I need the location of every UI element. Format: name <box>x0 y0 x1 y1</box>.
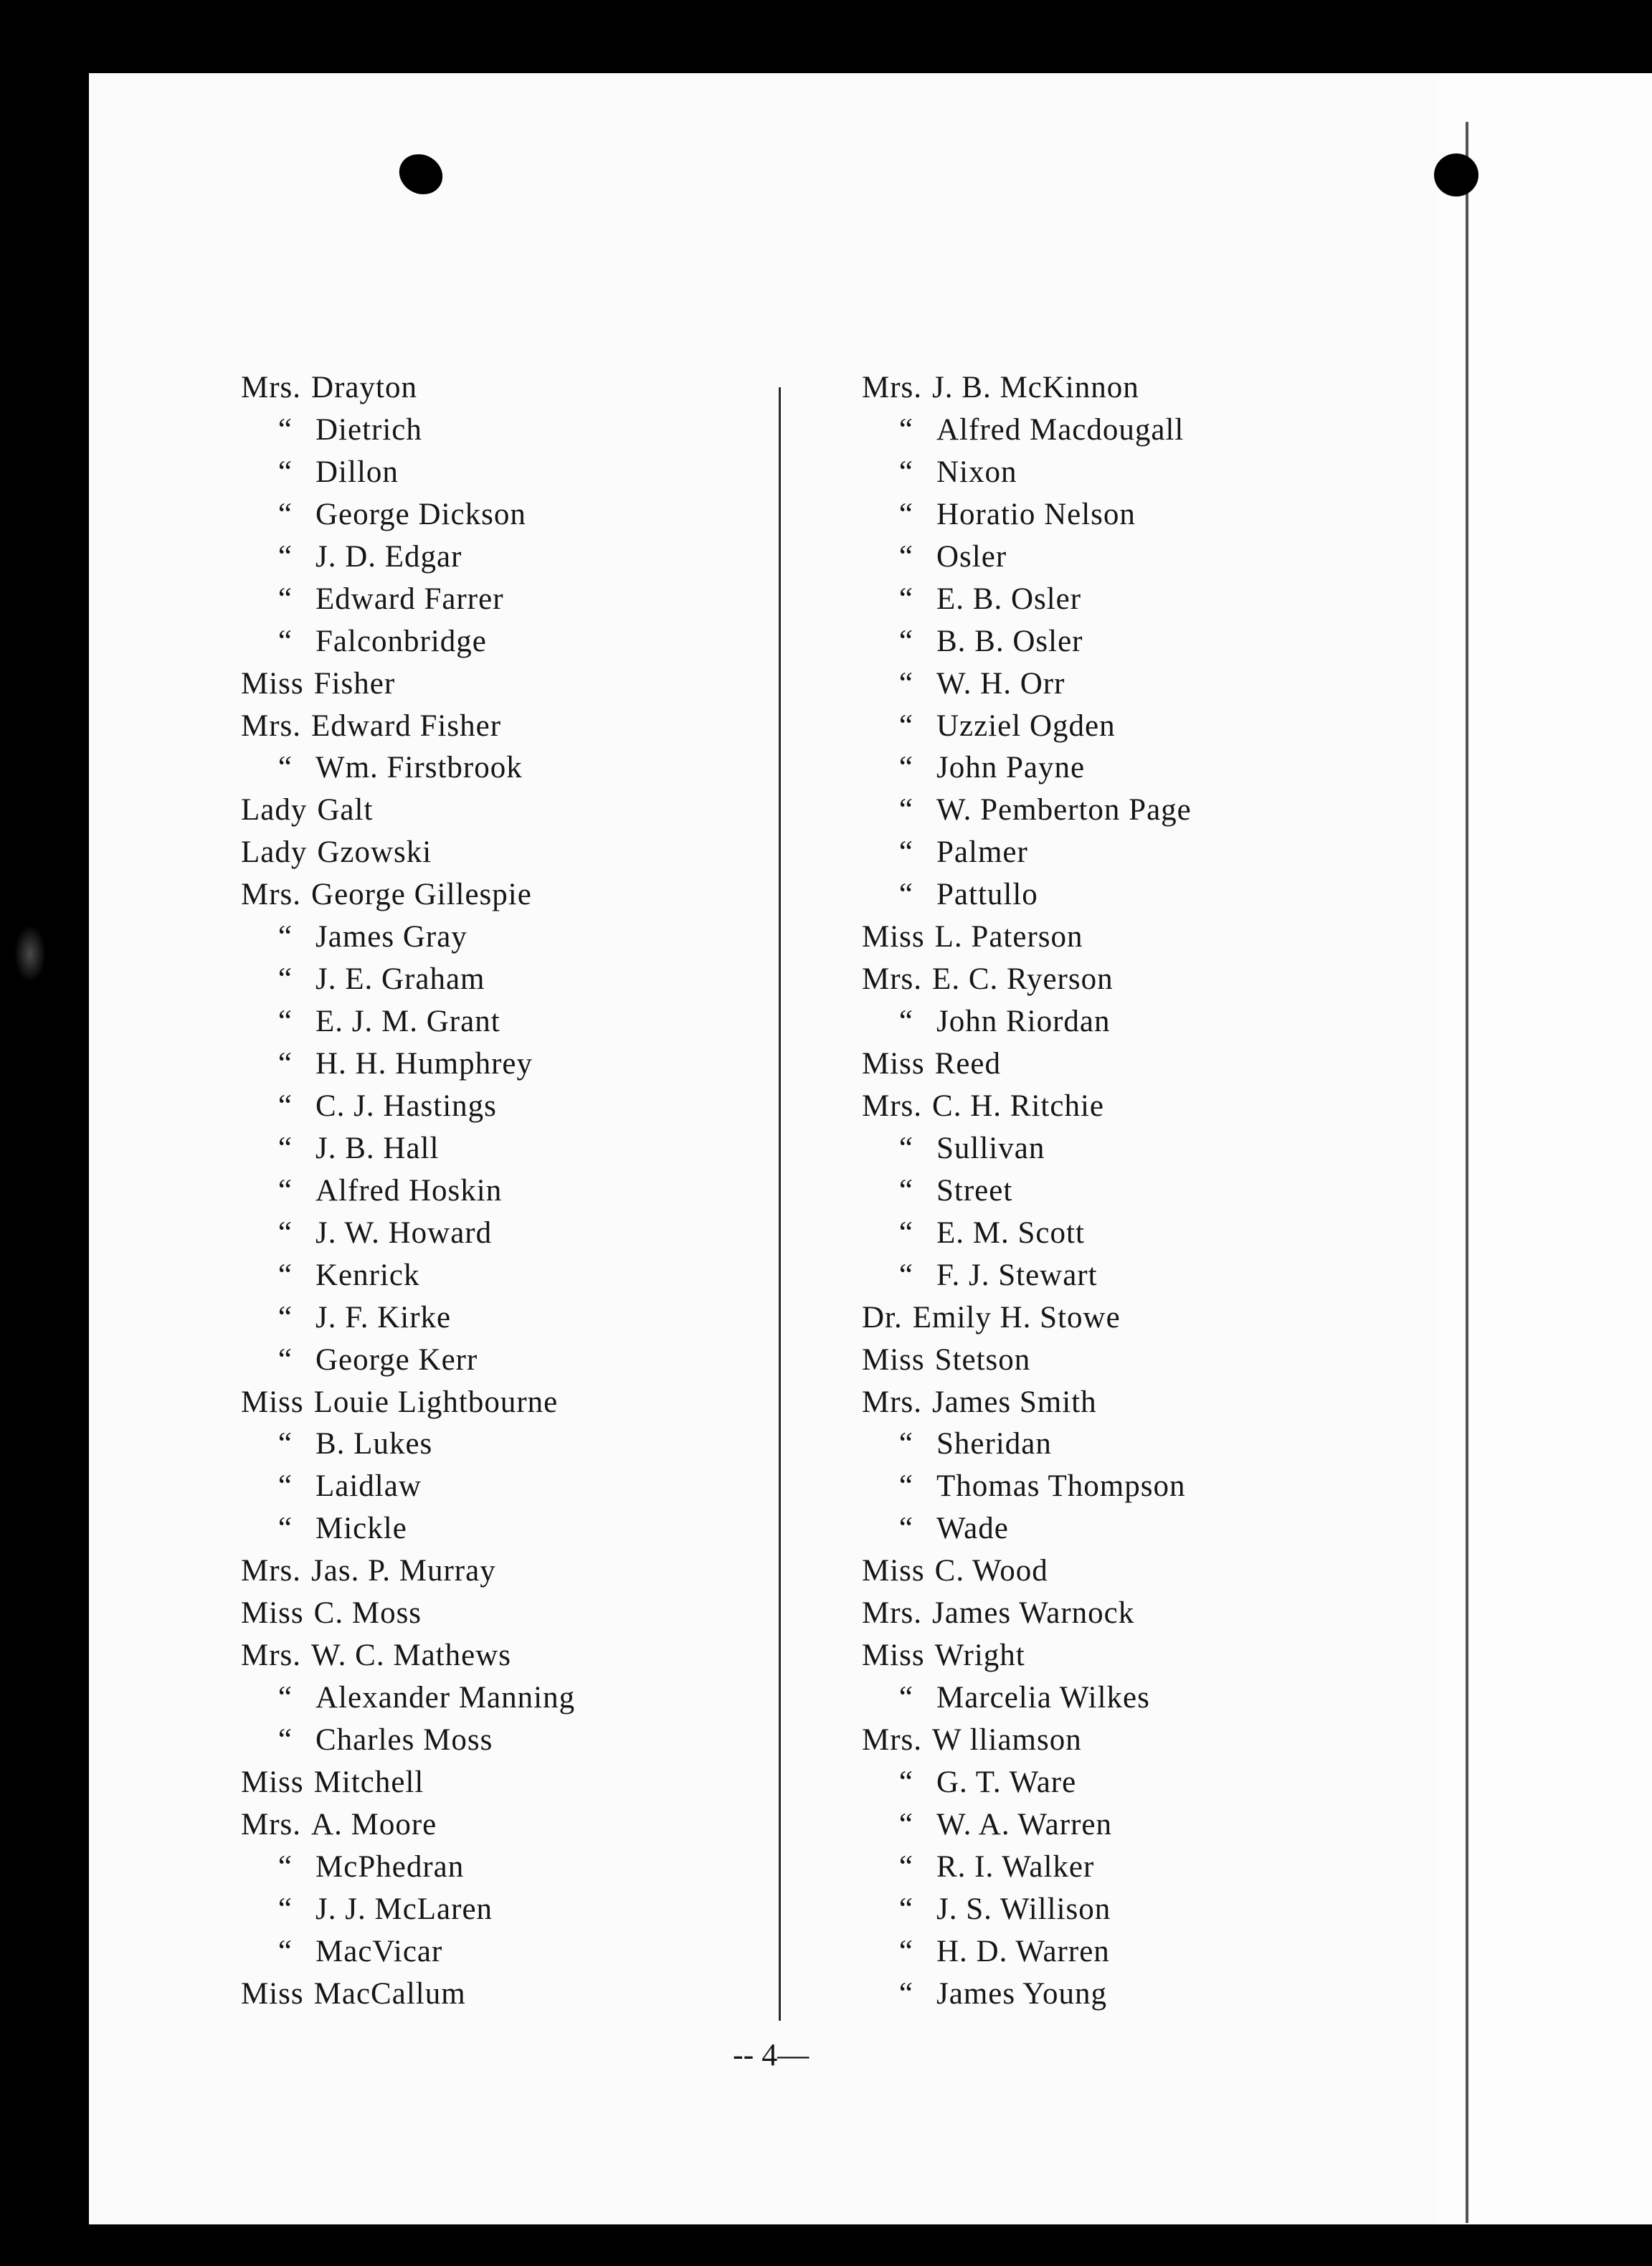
title-prefix: Miss <box>862 1554 925 1588</box>
list-item <box>241 1128 575 1170</box>
list-item <box>862 1847 1192 1889</box>
title-prefix: “ <box>898 708 913 743</box>
person-name: Dillon <box>315 455 399 489</box>
list-item <box>862 1804 1192 1847</box>
title-prefix: Mrs. <box>862 1723 923 1757</box>
list-item <box>862 832 1192 874</box>
title-prefix: Lady <box>241 835 308 870</box>
title-prefix: Mrs. <box>241 371 302 404</box>
list-item <box>241 1804 575 1847</box>
title-prefix: Mrs. <box>241 1639 302 1673</box>
person-name: Edward Fisher <box>311 708 502 743</box>
list-item <box>241 959 575 1001</box>
person-name: Galt <box>317 793 374 828</box>
list-item <box>241 663 575 706</box>
person-name: Mitchell <box>313 1765 424 1799</box>
list-item <box>862 706 1192 748</box>
list-item <box>862 1466 1192 1508</box>
list-item <box>862 452 1192 494</box>
list-item <box>241 1847 575 1889</box>
person-name: Alfred Hoskin <box>315 1173 503 1208</box>
title-prefix: “ <box>277 1131 293 1165</box>
person-name: W. C. Mathews <box>311 1639 512 1673</box>
adjacent-page-edge <box>1438 73 1652 2224</box>
person-name: H. H. Humphrey <box>315 1047 533 1081</box>
title-prefix: “ <box>277 412 293 447</box>
person-name: J. B. Hall <box>315 1131 440 1165</box>
person-name: F. J. Stewart <box>936 1258 1098 1292</box>
person-name: G. T. Ware <box>936 1765 1077 1799</box>
person-name: Wright <box>934 1639 1025 1673</box>
list-item <box>241 1635 575 1677</box>
list-item <box>862 1213 1192 1255</box>
title-prefix: “ <box>277 539 293 574</box>
title-prefix: “ <box>898 666 913 701</box>
title-prefix: “ <box>277 1934 293 1968</box>
list-item <box>241 1973 575 2016</box>
list-item <box>241 1931 575 1973</box>
title-prefix: Mrs. <box>241 1807 302 1841</box>
title-prefix: Miss <box>241 1976 304 2011</box>
title-prefix: “ <box>277 1892 293 1926</box>
title-prefix: Mrs. <box>862 1385 923 1419</box>
person-name: Alfred Macdougall <box>936 412 1185 447</box>
title-prefix: Mrs. <box>241 878 302 912</box>
person-name: Horatio Nelson <box>936 497 1136 531</box>
person-name: C. Moss <box>313 1596 422 1631</box>
list-item <box>241 1677 575 1720</box>
title-prefix: “ <box>898 1215 913 1250</box>
list-item <box>241 1382 575 1424</box>
person-name: C. Wood <box>934 1554 1048 1588</box>
list-item <box>862 1931 1192 1973</box>
title-prefix: “ <box>898 1807 913 1841</box>
list-item <box>862 747 1192 790</box>
list-item <box>241 790 575 832</box>
person-name: Sullivan <box>936 1131 1045 1165</box>
title-prefix: “ <box>898 582 913 616</box>
title-prefix: Miss <box>241 1385 304 1419</box>
person-name: Sheridan <box>936 1427 1052 1461</box>
list-item <box>862 621 1192 663</box>
title-prefix: “ <box>277 1300 293 1335</box>
title-prefix: “ <box>898 1934 913 1968</box>
title-prefix: Mrs. <box>862 962 923 997</box>
list-item <box>862 1762 1192 1804</box>
list-item <box>241 1720 575 1762</box>
list-item <box>241 1086 575 1128</box>
list-item <box>862 1423 1192 1466</box>
title-prefix: “ <box>277 1089 293 1123</box>
name-list-left-column <box>241 367 575 2016</box>
list-item <box>862 367 1192 409</box>
title-prefix: “ <box>898 1131 913 1165</box>
list-item <box>241 1466 575 1508</box>
person-name: Dietrich <box>315 412 422 447</box>
title-prefix: “ <box>898 455 913 489</box>
person-name: Jas. P. Murray <box>311 1554 496 1588</box>
title-prefix: “ <box>277 1173 293 1208</box>
title-prefix: “ <box>898 1765 913 1799</box>
list-item <box>862 1973 1192 2016</box>
list-item <box>241 916 575 959</box>
person-name: C. J. Hastings <box>315 1089 497 1123</box>
person-name: Gzowski <box>317 835 432 870</box>
person-name: E. J. M. Grant <box>315 1005 500 1039</box>
list-item <box>241 1762 575 1804</box>
list-item <box>862 1170 1192 1213</box>
person-name: W. A. Warren <box>936 1807 1112 1841</box>
title-prefix: “ <box>277 497 293 531</box>
title-prefix: “ <box>898 1469 913 1504</box>
list-item <box>241 1170 575 1213</box>
name-list-right-column <box>862 367 1192 2016</box>
person-name: C. H. Ritchie <box>932 1089 1104 1123</box>
title-prefix: “ <box>277 1005 293 1039</box>
list-item <box>862 1635 1192 1677</box>
list-item <box>862 536 1192 579</box>
person-name: Thomas Thompson <box>936 1469 1186 1504</box>
list-item <box>241 367 575 409</box>
list-item <box>862 1677 1192 1720</box>
person-name: E. M. Scott <box>936 1215 1085 1250</box>
list-item <box>241 747 575 790</box>
list-item <box>241 621 575 663</box>
title-prefix: “ <box>277 1258 293 1292</box>
person-name: John Riordan <box>936 1005 1111 1039</box>
person-name: J. D. Edgar <box>315 539 462 574</box>
person-name: MacVicar <box>315 1934 443 1968</box>
list-item <box>862 1128 1192 1170</box>
list-item <box>241 579 575 621</box>
list-item <box>862 1593 1192 1635</box>
list-item <box>241 494 575 536</box>
list-item <box>241 452 575 494</box>
list-item <box>862 874 1192 916</box>
person-name: Wade <box>936 1512 1009 1546</box>
title-prefix: Miss <box>241 666 304 701</box>
person-name: Louie Lightbourne <box>313 1385 559 1419</box>
person-name: J. B. McKinnon <box>932 371 1139 404</box>
list-item <box>862 1550 1192 1593</box>
title-prefix: “ <box>277 624 293 658</box>
title-prefix: “ <box>898 878 913 912</box>
person-name: B. B. Osler <box>936 624 1083 658</box>
person-name: Wm. Firstbrook <box>315 751 523 785</box>
person-name: J. J. McLaren <box>315 1892 493 1926</box>
person-name: James Warnock <box>932 1596 1135 1631</box>
title-prefix: “ <box>898 1512 913 1546</box>
list-item <box>241 409 575 452</box>
list-item <box>862 1043 1192 1086</box>
title-prefix: Miss <box>862 920 925 954</box>
list-item <box>241 536 575 579</box>
title-prefix: “ <box>898 1681 913 1715</box>
person-name: James Young <box>936 1976 1107 2011</box>
person-name: Mickle <box>315 1512 407 1546</box>
person-name: George Dickson <box>315 497 526 531</box>
person-name: Falconbridge <box>315 624 487 658</box>
list-item <box>862 663 1192 706</box>
scan-smudge <box>14 925 46 982</box>
title-prefix: Mrs. <box>862 371 923 404</box>
title-prefix: Mrs. <box>241 708 302 743</box>
list-item <box>241 832 575 874</box>
title-prefix: Miss <box>862 1639 925 1673</box>
person-name: Marcelia Wilkes <box>936 1681 1150 1715</box>
title-prefix: “ <box>898 1173 913 1208</box>
title-prefix: Lady <box>241 793 308 828</box>
list-item <box>862 1720 1192 1762</box>
list-item <box>862 1255 1192 1297</box>
person-name: W. Pemberton Page <box>936 793 1192 828</box>
title-prefix: “ <box>898 1427 913 1461</box>
list-item <box>241 1340 575 1382</box>
person-name: Street <box>936 1173 1013 1208</box>
person-name: Emily H. Stowe <box>912 1300 1121 1335</box>
person-name: Reed <box>934 1047 1002 1081</box>
person-name: Uzziel Ogden <box>936 708 1116 743</box>
title-prefix: “ <box>277 1469 293 1504</box>
person-name: MacCallum <box>313 1976 466 2011</box>
person-name: W. H. Orr <box>936 666 1065 701</box>
title-prefix: “ <box>898 1258 913 1292</box>
person-name: James Smith <box>932 1385 1097 1419</box>
title-prefix: “ <box>898 1892 913 1926</box>
list-item <box>241 1255 575 1297</box>
person-name: W lliamson <box>932 1723 1082 1757</box>
title-prefix: “ <box>277 751 293 785</box>
person-name: J. S. Willison <box>936 1892 1111 1926</box>
page-edge-shadow <box>1466 122 1468 2223</box>
title-prefix: Miss <box>862 1047 925 1081</box>
person-name: James Gray <box>315 920 467 954</box>
person-name: George Kerr <box>315 1342 478 1377</box>
person-name: J. E. Graham <box>315 962 485 997</box>
person-name: J. W. Howard <box>315 1215 493 1250</box>
person-name: Palmer <box>936 835 1028 870</box>
person-name: Edward Farrer <box>315 582 504 616</box>
title-prefix: “ <box>277 920 293 954</box>
person-name: McPhedran <box>315 1849 465 1884</box>
title-prefix: Miss <box>862 1342 925 1377</box>
title-prefix: “ <box>277 1723 293 1757</box>
punch-hole-right <box>1434 153 1478 196</box>
title-prefix: “ <box>898 497 913 531</box>
title-prefix: “ <box>898 1005 913 1039</box>
list-item <box>862 579 1192 621</box>
person-name: George Gillespie <box>311 878 532 912</box>
title-prefix: “ <box>898 1849 913 1884</box>
person-name: Drayton <box>311 371 417 404</box>
person-name: Stetson <box>934 1342 1031 1377</box>
person-name: B. Lukes <box>315 1427 433 1461</box>
person-name: J. F. Kirke <box>315 1300 452 1335</box>
title-prefix: “ <box>277 1047 293 1081</box>
person-name: Nixon <box>936 455 1017 489</box>
person-name: L. Paterson <box>934 920 1083 954</box>
person-name: H. D. Warren <box>936 1934 1110 1968</box>
title-prefix: Miss <box>241 1765 304 1799</box>
person-name: R. I. Walker <box>936 1849 1095 1884</box>
title-prefix: “ <box>898 793 913 828</box>
title-prefix: “ <box>898 835 913 870</box>
list-item <box>862 1340 1192 1382</box>
list-item <box>862 1001 1192 1043</box>
person-name: Laidlaw <box>315 1469 422 1504</box>
title-prefix: “ <box>277 1512 293 1546</box>
list-item <box>241 1593 575 1635</box>
title-prefix: “ <box>277 1681 293 1715</box>
list-item <box>862 959 1192 1001</box>
title-prefix: “ <box>277 1427 293 1461</box>
list-item <box>862 1889 1192 1931</box>
list-item <box>862 1508 1192 1550</box>
list-item <box>241 1550 575 1593</box>
title-prefix: Mrs. <box>862 1089 923 1123</box>
title-prefix: “ <box>277 1215 293 1250</box>
list-item <box>241 1889 575 1931</box>
list-item <box>241 874 575 916</box>
person-name: Fisher <box>313 666 396 701</box>
list-item <box>241 1043 575 1086</box>
list-item <box>862 1297 1192 1340</box>
title-prefix: “ <box>277 582 293 616</box>
list-item <box>241 1001 575 1043</box>
list-item <box>862 409 1192 452</box>
title-prefix: “ <box>898 1976 913 2011</box>
title-prefix: “ <box>898 751 913 785</box>
list-item <box>241 706 575 748</box>
person-name: Charles Moss <box>315 1723 493 1757</box>
person-name: E. B. Osler <box>936 582 1082 616</box>
list-item <box>241 1213 575 1255</box>
title-prefix: Mrs. <box>241 1554 302 1588</box>
person-name: Pattullo <box>936 878 1038 912</box>
list-item <box>241 1423 575 1466</box>
title-prefix: “ <box>277 1342 293 1377</box>
list-item <box>862 916 1192 959</box>
title-prefix: “ <box>898 539 913 574</box>
title-prefix: Mrs. <box>862 1596 923 1631</box>
person-name: John Payne <box>936 751 1086 785</box>
column-divider <box>779 387 781 2021</box>
person-name: Alexander Manning <box>315 1681 576 1715</box>
person-name: Osler <box>936 539 1007 574</box>
title-prefix: “ <box>898 624 913 658</box>
title-prefix: “ <box>277 455 293 489</box>
list-item <box>862 1382 1192 1424</box>
list-item <box>862 1086 1192 1128</box>
title-prefix: Dr. <box>862 1300 903 1335</box>
list-item <box>862 494 1192 536</box>
person-name: Kenrick <box>315 1258 420 1292</box>
title-prefix: “ <box>277 1849 293 1884</box>
list-item <box>241 1297 575 1340</box>
page-number: -- 4— <box>733 2037 810 2072</box>
person-name: A. Moore <box>311 1807 437 1841</box>
title-prefix: “ <box>898 412 913 447</box>
person-name: E. C. Ryerson <box>932 962 1114 997</box>
list-item <box>241 1508 575 1550</box>
list-item <box>862 790 1192 832</box>
title-prefix: “ <box>277 962 293 997</box>
title-prefix: Miss <box>241 1596 304 1631</box>
